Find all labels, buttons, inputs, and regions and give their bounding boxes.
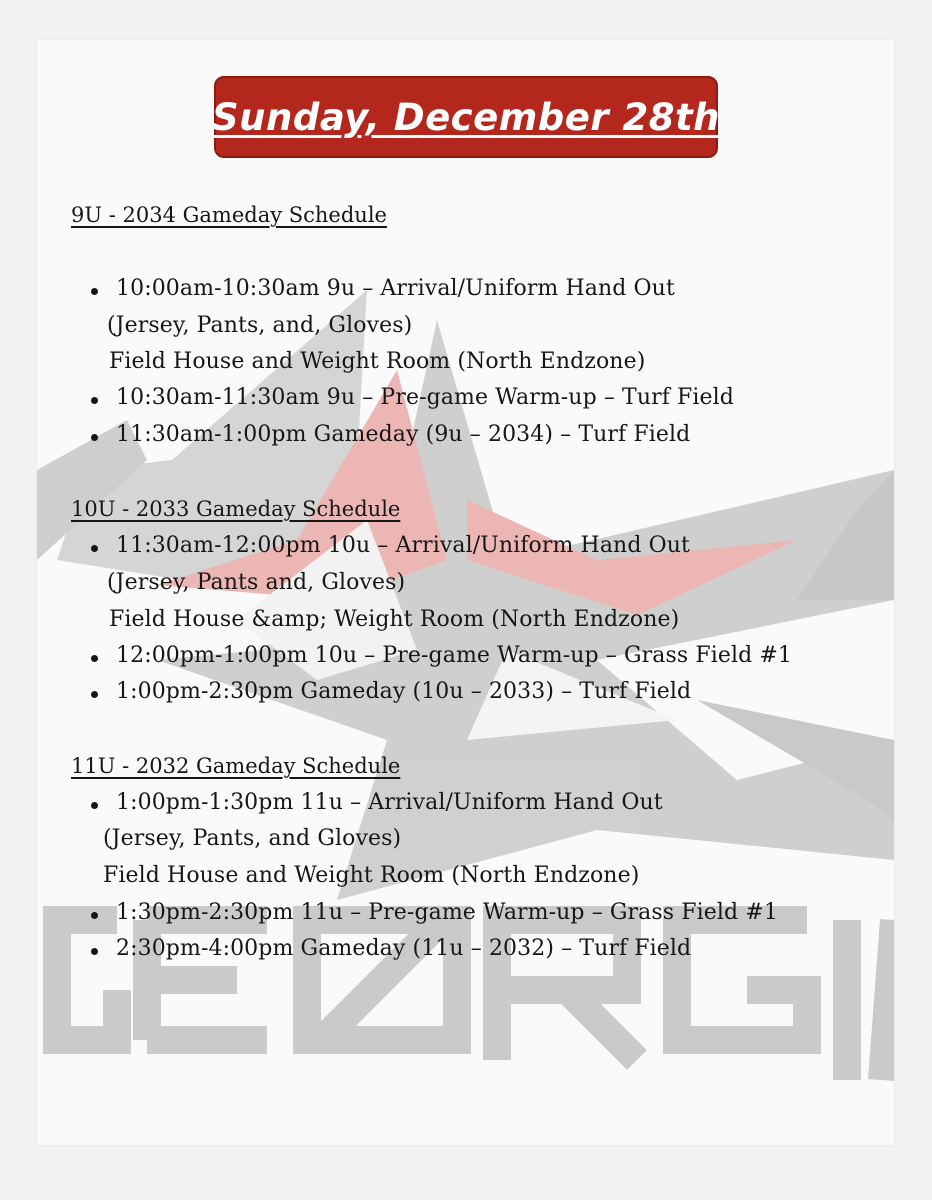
schedule-item-line: 2:30pm-4:00pm Gameday (11u – 2032) – Turf Field (116, 936, 692, 961)
date-title-banner (214, 76, 718, 158)
schedule-item-line: Field House and Weight Room (North Endzone) (109, 349, 646, 374)
schedule-item-line: 1:30pm-2:30pm 11u – Pre-game Warm-up – Grass Field #1 (116, 900, 778, 925)
bullet (91, 434, 98, 441)
bullet (91, 691, 98, 698)
schedule-item-line: 1:00pm-1:30pm 11u – Arrival/Uniform Hand Out (116, 790, 663, 815)
schedule-item-line: (Jersey, Pants and, Gloves) (107, 570, 406, 595)
section-heading-9u: 9U - 2034 Gameday Schedule (71, 203, 387, 227)
schedule-item-line: (Jersey, Pants, and Gloves) (103, 826, 402, 851)
section-heading-10u: 10U - 2033 Gameday Schedule (71, 497, 401, 521)
schedule-item-line: 10:00am-10:30am 9u – Arrival/Uniform Hand Out (116, 276, 675, 301)
bullet (91, 545, 98, 552)
bullet (91, 912, 98, 919)
bullet (91, 397, 98, 404)
schedule-item-line: 12:00pm-1:00pm 10u – Pre-game Warm-up – Grass Field #1 (116, 643, 793, 668)
schedule-card (37, 40, 894, 1145)
schedule-content (37, 40, 894, 1145)
schedule-item-line: 10:30am-11:30am 9u – Pre-game Warm-up – Turf Field (116, 385, 734, 410)
bullet (91, 288, 98, 295)
section-heading-11u: 11U - 2032 Gameday Schedule (71, 754, 401, 778)
schedule-item-line: 11:30am-1:00pm Gameday (9u – 2034) – Turf Field (116, 422, 691, 447)
schedule-item-line: Field House &amp; Weight Room (North Endzone) (109, 607, 680, 632)
date-title: Sunday, December 28th (212, 95, 720, 139)
bullet (91, 802, 98, 809)
bullet (91, 655, 98, 662)
schedule-item-line: 1:00pm-2:30pm Gameday (10u – 2033) – Turf Field (116, 679, 692, 704)
schedule-item-line: 11:30am-12:00pm 10u – Arrival/Uniform Hand Out (116, 533, 690, 558)
bullet (91, 948, 98, 955)
schedule-item-line: (Jersey, Pants, and, Gloves) (107, 313, 413, 338)
schedule-item-line: Field House and Weight Room (North Endzone) (103, 863, 640, 888)
